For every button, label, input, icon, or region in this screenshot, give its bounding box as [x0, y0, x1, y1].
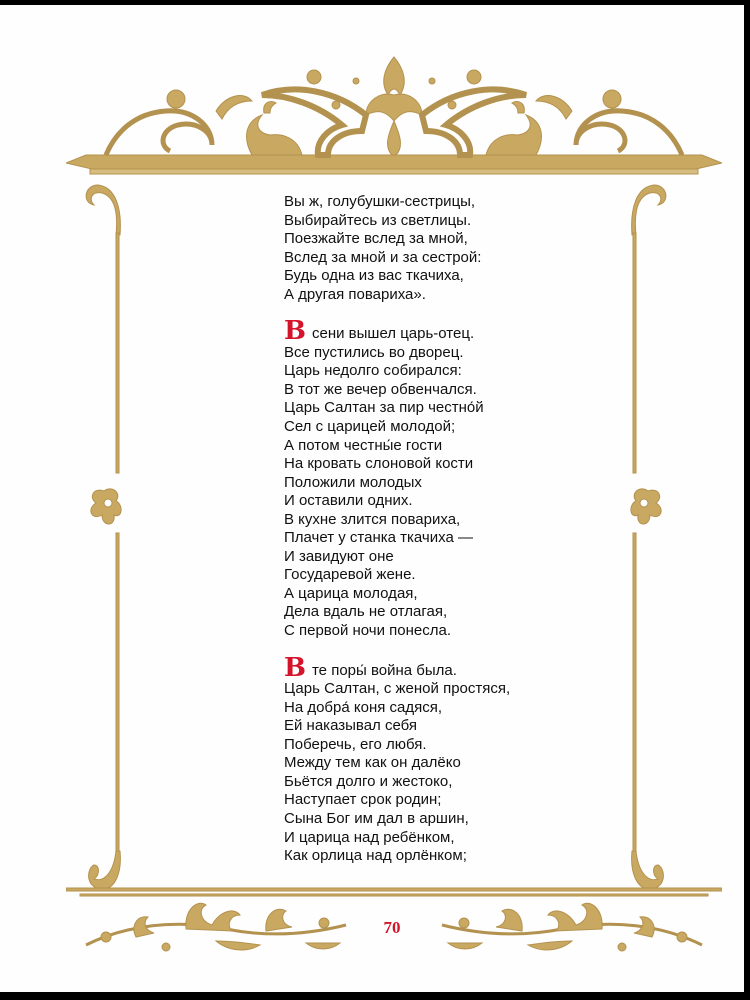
poem-line: И завидуют оне — [284, 547, 394, 565]
poem-line: Поезжайте вслед за мной, — [284, 230, 468, 248]
poem-line: И оставили одних. — [284, 492, 413, 510]
stanza-2 — [284, 316, 584, 640]
poem-line: Между тем как он далёко — [284, 754, 461, 772]
right-border-ornament-icon — [622, 175, 672, 895]
stanza-first-line — [284, 652, 584, 683]
poem-line: Царь недолго собирался: — [284, 362, 462, 380]
stanza-first-line — [284, 316, 584, 347]
poem-line: В тот же вечер обвенчался. — [284, 380, 477, 398]
poem-line: Царь Салтан за пир честно́й — [284, 399, 484, 417]
stanza-1 — [284, 193, 584, 304]
poem-line: Плачет у станка ткачиха — — [284, 529, 473, 547]
poem-line: На добра́ коня садяся, — [284, 698, 443, 716]
left-border-ornament-icon — [80, 175, 130, 895]
poem-line: И царица над ребёнком, — [284, 828, 455, 846]
poem-text — [284, 193, 584, 884]
poem-line: На кровать слоновой кости — [284, 455, 474, 473]
poem-line: Как орлица над орлёнком; — [284, 847, 467, 865]
first-line-text: сени вышел царь-отец. — [311, 325, 475, 343]
poem-line: Бьётся долго и жестоко, — [284, 772, 453, 790]
poem-line: А другая повариха». — [284, 285, 426, 303]
top-ornament-icon — [66, 51, 722, 181]
stanza-3 — [284, 652, 584, 866]
drop-cap: В — [284, 316, 306, 347]
poem-line: Ей наказывал себя — [284, 717, 418, 735]
poem-line: Будь одна из вас ткачиха, — [284, 267, 464, 285]
poem-line: Дела вдаль не отлагая, — [284, 603, 448, 621]
poem-line: Вслед за мной и за сестрой: — [284, 248, 482, 266]
poem-line: Вы ж, голубушки-сестрицы, — [284, 193, 476, 210]
book-page — [0, 5, 744, 992]
poem-line: Царь Салтан, с женой простяся, — [284, 680, 511, 698]
poem-line: Все пустились во дворец. — [284, 343, 464, 361]
page-number: 70 — [383, 918, 401, 937]
poem-line: С первой ночи понесла. — [284, 622, 452, 640]
poem-line: В кухне злится повариха, — [284, 510, 461, 528]
poem-line: Сына Бог им дал в аршин, — [284, 809, 469, 827]
poem-line: А царица молодая, — [284, 584, 418, 602]
poem-line: Выбирайтесь из светлицы. — [284, 211, 472, 229]
poem-line: Положили молодых — [284, 473, 422, 491]
first-line-text: те поры́ война была. — [311, 661, 457, 679]
poem-line: А потом честны́е гости — [284, 436, 443, 454]
drop-cap: В — [284, 652, 306, 683]
poem-line: Сел с царицей молодой; — [284, 418, 456, 436]
poem-line: Поберечь, его любя. — [284, 735, 427, 753]
poem-line: Государевой жене. — [284, 566, 416, 584]
poem-line: Наступает срок родин; — [284, 791, 442, 809]
